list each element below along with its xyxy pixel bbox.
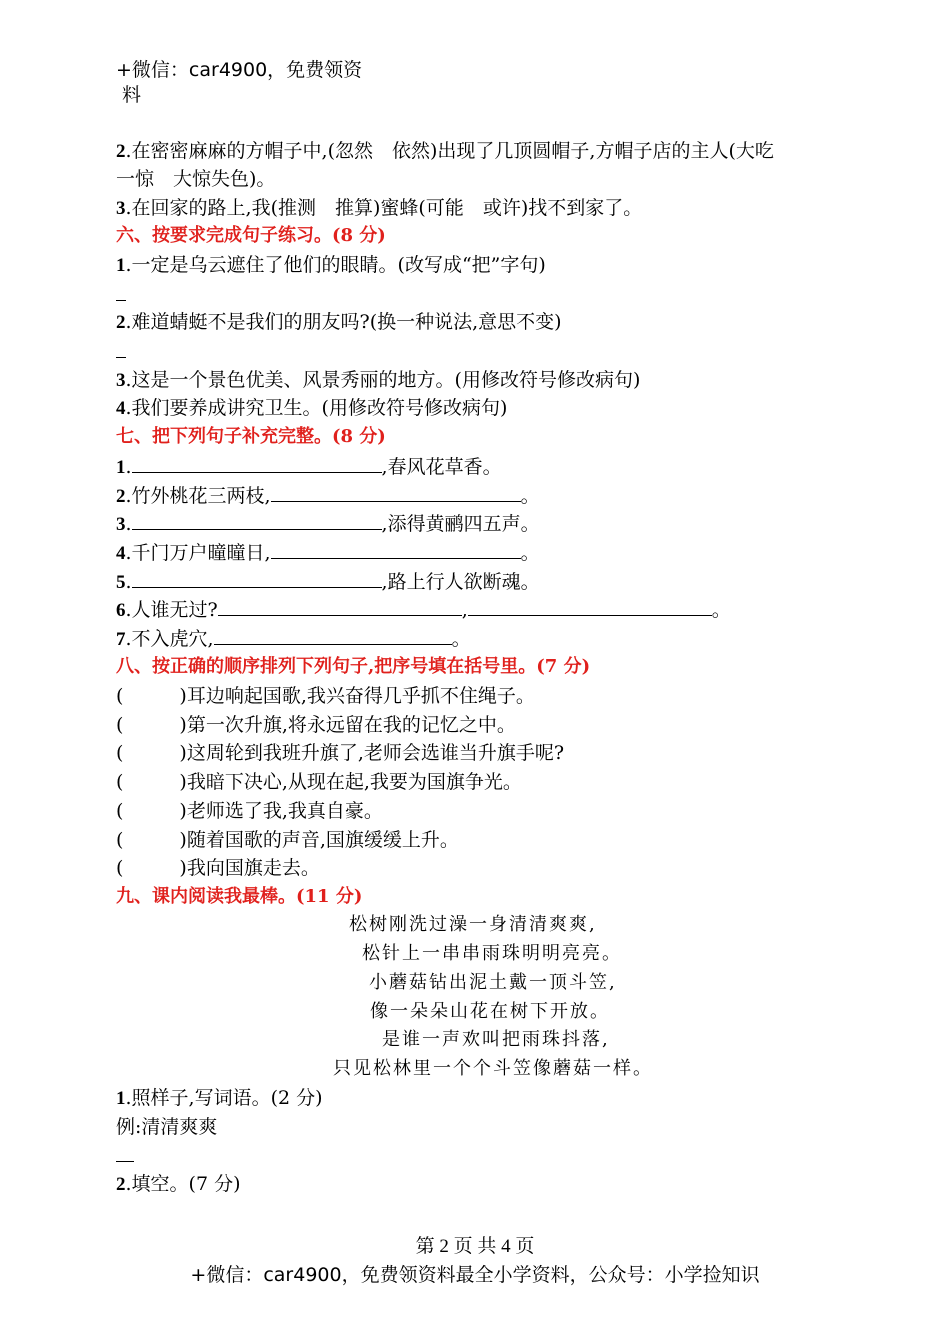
- page-number: 第 2 页 共 4 页: [415, 1236, 535, 1257]
- section7-item-3: 3. ,添得黄鹂四五声。: [116, 513, 540, 535]
- fill-blank[interactable]: [132, 454, 382, 473]
- order-item: ( )我暗下决心,从现在起,我要为国旗争光。: [116, 771, 522, 793]
- section7-heading: 七、把下列句子补充完整。(8 分): [116, 426, 386, 447]
- section7-item-1: 1. ,春风花草香。: [116, 456, 502, 478]
- answer-line[interactable]: [116, 357, 126, 358]
- poem-line-3: 小蘑菇钻出泥土戴一顶斗笠,: [369, 972, 617, 993]
- poem-line-4: 像一朵朵山花在树下开放。: [370, 1001, 610, 1022]
- watermark-top-line2: 料: [122, 84, 142, 106]
- fill-blank[interactable]: [218, 597, 462, 616]
- section7-item-2: 2.竹外桃花三两枝, 。: [116, 485, 540, 507]
- section9-q2: 2.填空。(7 分): [116, 1173, 241, 1195]
- poem-line-5: 是谁一声欢叫把雨珠抖落,: [382, 1029, 610, 1050]
- order-item: ( )随着国歌的声音,国旗缓缓上升。: [116, 829, 459, 851]
- order-item: ( )我向国旗走去。: [116, 857, 320, 879]
- fill-blank[interactable]: [271, 540, 521, 559]
- fill-blank[interactable]: [132, 569, 382, 588]
- section7-item-6: 6.人谁无过? , 。: [116, 599, 731, 621]
- fill-blank[interactable]: [271, 483, 521, 502]
- section7-item-4: 4.千门万户曈曈日, 。: [116, 542, 540, 564]
- section7-item-5: 5. ,路上行人欲断魂。: [116, 571, 540, 593]
- fill-blank[interactable]: [468, 597, 712, 616]
- section6-item-4: 4.我们要养成讲究卫生。(用修改符号修改病句): [116, 397, 508, 419]
- answer-line[interactable]: [116, 300, 126, 301]
- watermark-top-line1: +微信：car4900，免费领资: [116, 59, 363, 81]
- fill-blank[interactable]: [214, 626, 452, 645]
- order-item: ( )这周轮到我班升旗了,老师会选谁当升旗手呢?: [116, 742, 565, 764]
- section7-item-7: 7.不入虎穴, 。: [116, 628, 471, 650]
- section5-item-2-cont: 一惊 大惊失色)。: [116, 168, 276, 190]
- section6-item-2: 2.难道蜻蜓不是我们的朋友吗?(换一种说法,意思不变): [116, 311, 562, 333]
- section6-item-1: 1.一定是乌云遮住了他们的眼睛。(改写成“把”字句): [116, 254, 546, 276]
- poem-line-6: 只见松林里一个个斗笠像蘑菇一样。: [333, 1058, 653, 1079]
- poem-line-1: 松树刚洗过澡一身清清爽爽,: [349, 914, 597, 935]
- section9-heading: 九、课内阅读我最棒。(11 分): [116, 886, 363, 907]
- section5-item-3: 3.在回家的路上,我(推测 推算)蜜蜂(可能 或许)找不到家了。: [116, 197, 643, 219]
- section5-item-2: 2.在密密麻麻的方帽子中,(忽然 依然)出现了几顶圆帽子,方帽子店的主人(大吃: [116, 140, 774, 162]
- section9-q1: 1.照样子,写词语。(2 分): [116, 1087, 323, 1109]
- section6-item-3: 3.这是一个景色优美、风景秀丽的地方。(用修改符号修改病句): [116, 369, 641, 391]
- poem-line-2: 松针上一串串雨珠明明亮亮。: [362, 943, 622, 964]
- order-item: ( )老师选了我,我真自豪。: [116, 800, 383, 822]
- order-item: ( )第一次升旗,将永远留在我的记忆之中。: [116, 714, 516, 736]
- section9-example: 例:清清爽爽: [116, 1116, 218, 1138]
- answer-line[interactable]: [116, 1161, 134, 1162]
- fill-blank[interactable]: [132, 511, 382, 530]
- section8-heading: 八、按正确的顺序排列下列句子,把序号填在括号里。(7 分): [116, 656, 591, 677]
- order-item: ( )耳边响起国歌,我兴奋得几乎抓不住绳子。: [116, 685, 535, 707]
- watermark-footer: +微信：car4900，免费领资料最全小学资料，公众号：小学捡知识: [190, 1264, 760, 1286]
- section6-heading: 六、按要求完成句子练习。(8 分): [116, 225, 386, 246]
